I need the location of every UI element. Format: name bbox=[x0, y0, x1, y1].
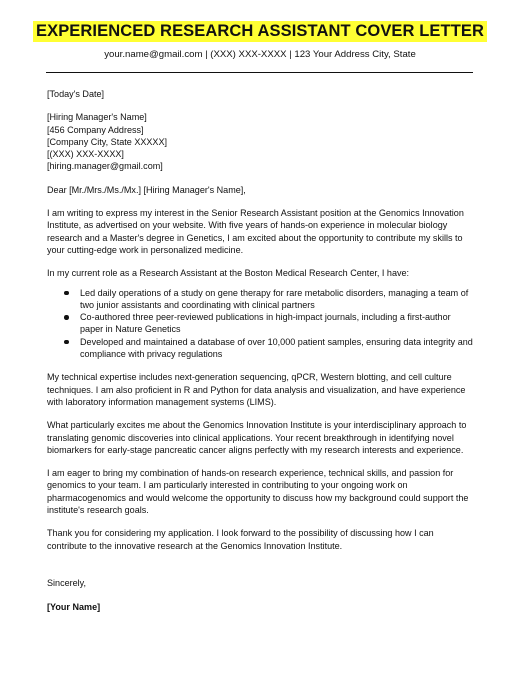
current-role-paragraph: In my current role as a Research Assistant at the Boston Medical Research Center, I have: bbox=[47, 268, 410, 279]
letter-date: [Today's Date] bbox=[47, 89, 105, 99]
signature-name: [Your Name] bbox=[47, 602, 101, 613]
letter-header bbox=[0, 0, 520, 61]
recipient-phone: [(XXX) XXX-XXXX] bbox=[47, 149, 124, 160]
recipient-name: [Hiring Manager's Name] bbox=[47, 112, 147, 123]
achievements-list bbox=[47, 287, 475, 361]
list-item: Developed and maintained a database of over 10,000 patient samples, ensuring data integrity and compliance with privacy regulations bbox=[80, 336, 475, 361]
recipient-street: [456 Company Address] bbox=[47, 124, 144, 135]
interest-paragraph: What particularly excites me about the Genomics Innovation Institute is your interdisciplinary approach to translating genomic discoveries into clinical applications. Your recent breakthrough in identifying novel biomarkers for early-stage pancreatic cancer aligns perfectly with my research interests and experience. bbox=[47, 420, 467, 455]
recipient-city: [Company City, State XXXXX] bbox=[47, 136, 168, 147]
contact-line: your.name@gmail.com | (XXX) XXX-XXXX | 123 Your Address City, State bbox=[104, 49, 416, 60]
closing: Sincerely, bbox=[47, 577, 87, 588]
letter-body bbox=[47, 88, 475, 614]
technical-paragraph: My technical expertise includes next-generation sequencing, qPCR, Western blotting, and cell culture techniques. I am also proficient in R and Python for data analysis and visualization, and have experience with laboratory information management systems (LIMS). bbox=[47, 372, 466, 407]
page-title: EXPERIENCED RESEARCH ASSISTANT COVER LETTER bbox=[33, 21, 487, 42]
intro-paragraph: I am writing to express my interest in the Senior Research Assistant position at the Genomics Innovation Institute, as advertised on your website. With five years of hands-on experience in molecular biology research and a Master's degree in Genetics, I am excited about the opportunity to contribute my skills to your cutting-edge work in personalized medicine. bbox=[47, 208, 464, 255]
salutation: Dear [Mr./Mrs./Ms./Mx.] [Hiring Manager's Name], bbox=[47, 184, 246, 195]
header-divider bbox=[46, 72, 473, 73]
list-item: Co-authored three peer-reviewed publications in high-impact journals, including a first-author paper in Nature Genetics bbox=[80, 311, 475, 336]
recipient-email: [hiring.manager@gmail.com] bbox=[47, 161, 163, 172]
eager-paragraph: I am eager to bring my combination of hands-on research experience, technical skills, and passion for genomics to your team. I am particularly interested in contributing to your ongoing work on pharmacogenomics and would welcome the opportunity to discuss how my background could support the institute's research goals. bbox=[47, 468, 469, 516]
list-item: Led daily operations of a study on gene therapy for rare metabolic disorders, managing a team of two junior assistants and coordinating with clinical partners bbox=[80, 287, 475, 312]
thanks-paragraph: Thank you for considering my application. I look forward to the possibility of discussing how I can contribute to the innovative research at the Genomics Innovation Institute. bbox=[47, 528, 434, 551]
recipient-address bbox=[47, 111, 475, 172]
